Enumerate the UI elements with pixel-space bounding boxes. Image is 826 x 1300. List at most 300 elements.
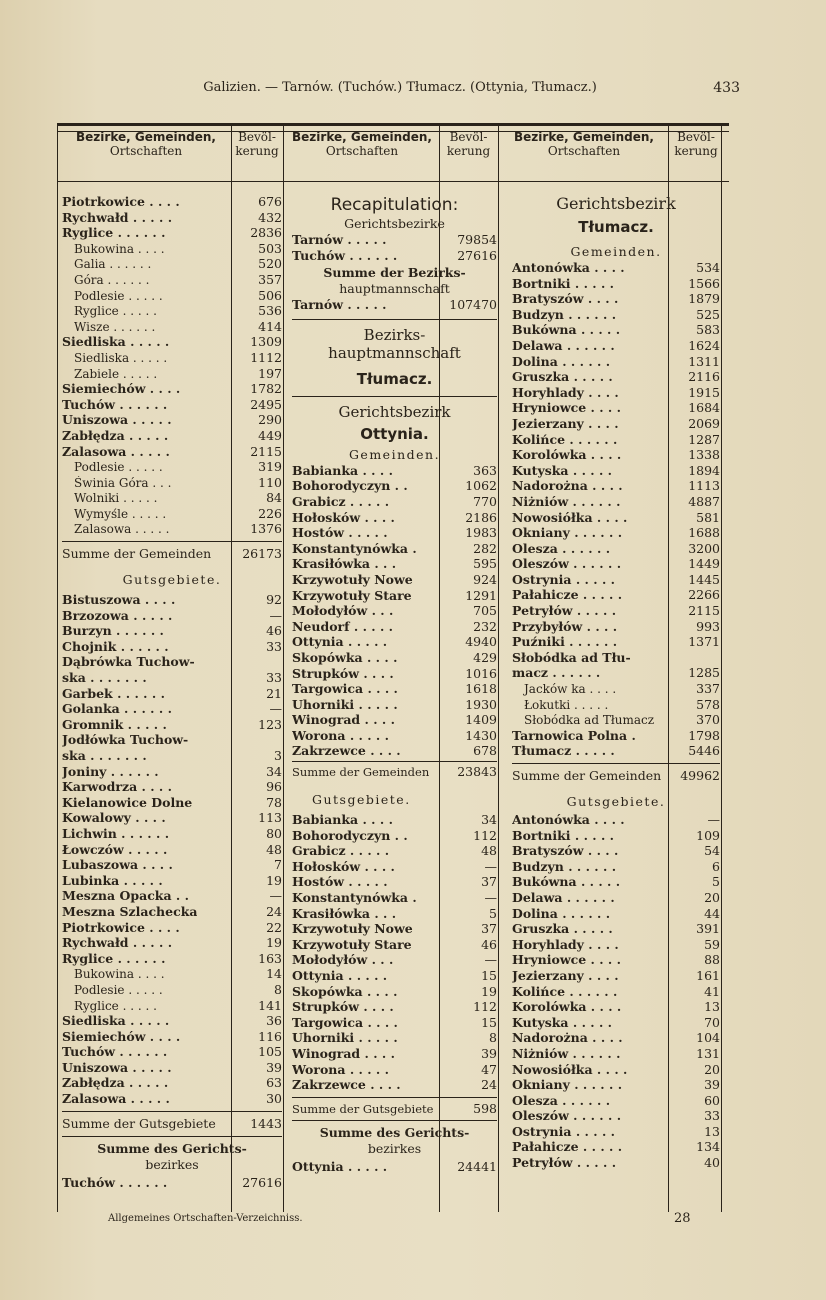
list-item xyxy=(512,952,720,968)
population-value: 1016 xyxy=(465,665,497,681)
list-item xyxy=(292,572,497,588)
population-value: 705 xyxy=(473,603,497,619)
place-name: Puźniki . . . . . . xyxy=(512,634,618,650)
sum-bezirk-row xyxy=(62,1175,282,1191)
place-name: Horyhlady . . . . xyxy=(512,384,619,400)
population-value: 54 xyxy=(704,843,720,859)
population-value: 116 xyxy=(258,1028,282,1044)
population-value: 63 xyxy=(266,1075,282,1091)
place-name: Konstantynówka . xyxy=(292,540,417,556)
list-item xyxy=(292,1030,497,1046)
bh-block xyxy=(292,319,497,388)
list-item xyxy=(62,381,282,397)
population-value: 1445 xyxy=(688,571,720,587)
place-name: Korolówka . . . . xyxy=(512,447,622,463)
recap-sum-label: Tarnów . . . . . xyxy=(292,297,387,313)
population-value: 134 xyxy=(696,1139,720,1155)
list-item xyxy=(512,984,720,1000)
list-item xyxy=(512,556,720,572)
recap-list xyxy=(292,232,497,263)
population-value: 2116 xyxy=(688,369,720,385)
population-value: 357 xyxy=(258,271,282,287)
place-name: Hostów . . . . . xyxy=(292,525,388,541)
place-name: Garbek . . . . . . xyxy=(62,685,165,701)
population-value: 123 xyxy=(258,716,282,732)
sum-bezirk-line1: Summe des Gerichts- xyxy=(319,1124,470,1140)
list-item xyxy=(292,874,497,890)
list-item xyxy=(292,494,497,510)
population-value: 578 xyxy=(696,696,720,712)
list-item xyxy=(62,1029,282,1045)
population-value: 678 xyxy=(473,743,497,759)
population-value: 595 xyxy=(473,556,497,572)
place-name: Bukówna . . . . . xyxy=(512,874,621,890)
population-value: 1798 xyxy=(688,727,720,743)
place-name: Gruszka . . . . . xyxy=(512,369,613,385)
list-item xyxy=(62,842,282,858)
list-item xyxy=(512,619,720,635)
recap-sum-value: 107470 xyxy=(449,297,497,313)
place-name: Grabicz . . . . . xyxy=(292,843,390,859)
place-name: Niżniów . . . . . . xyxy=(512,493,621,509)
population-value: 226 xyxy=(258,505,282,521)
population-value: 4887 xyxy=(688,493,720,509)
col3-sum-gemeinden-row xyxy=(512,763,720,788)
col2-name-header: Bezirke, Gemeinden, Ortschaften xyxy=(292,130,432,158)
place-name: Rychwałd . . . . . xyxy=(62,209,173,225)
population-value: — xyxy=(484,952,497,968)
place-name: Meszna Opacka . . xyxy=(62,888,189,904)
sum-value: 49962 xyxy=(680,768,720,783)
place-name: Okniany . . . . . . xyxy=(512,1077,623,1093)
col3-gemeinden-list xyxy=(512,260,720,759)
col2-sum-guts-row xyxy=(292,1097,497,1120)
population-value: 1983 xyxy=(465,525,497,541)
list-item xyxy=(62,873,282,889)
place-name: Okniany . . . . . . xyxy=(512,525,623,541)
population-value: 24 xyxy=(481,1077,497,1093)
list-item xyxy=(512,525,720,541)
population-value: — xyxy=(269,701,282,717)
place-name: Kutyska . . . . . xyxy=(512,1014,613,1030)
population-value: 3 xyxy=(274,748,282,763)
list-item xyxy=(62,717,282,733)
list-item xyxy=(62,888,282,904)
sum-label: Summe der Gemeinden xyxy=(512,768,662,783)
list-item xyxy=(512,260,720,276)
list-item xyxy=(512,291,720,307)
sum-bezirk-label: Ottynia . . . . . xyxy=(292,1158,388,1174)
place-name: Olesza . . . . . . xyxy=(512,1092,611,1108)
list-item xyxy=(512,743,720,759)
place-name: Bukowina . . . . xyxy=(74,967,165,982)
list-item xyxy=(292,712,497,728)
list-item xyxy=(512,603,720,619)
place-name: Nowosiółka . . . . xyxy=(512,509,628,525)
place-name: Świnia Góra . . . xyxy=(74,475,172,490)
population-value: 290 xyxy=(258,412,282,428)
list-item xyxy=(62,428,282,444)
place-name: Bohorodyczyn . . xyxy=(292,827,408,843)
list-item xyxy=(512,572,720,588)
gb-title: Gerichtsbezirk xyxy=(338,402,451,421)
population-value: 1409 xyxy=(465,712,497,728)
population-value: 534 xyxy=(696,260,720,275)
place-name: Zalasowa . . . . . xyxy=(62,443,170,459)
place-name: Lubinka . . . . . xyxy=(62,872,163,888)
list-item xyxy=(512,338,720,354)
list-item xyxy=(292,828,497,844)
population-value: 19 xyxy=(481,983,497,999)
population-value: 337 xyxy=(696,681,720,697)
place-name: Tarnowica Polna . xyxy=(512,727,636,743)
list-item xyxy=(512,1046,720,1062)
place-name: Dąbrówka Tuchow- xyxy=(62,654,195,670)
list-item xyxy=(512,697,720,713)
list-item xyxy=(62,701,282,717)
list-item xyxy=(512,843,720,859)
list-item xyxy=(62,506,282,522)
col3-guts-list xyxy=(512,812,720,1171)
sum-bezirk-value: 24441 xyxy=(457,1158,497,1174)
place-name: Słobódka ad Tłumacz xyxy=(524,713,655,728)
col2-sum-gemeinden-row xyxy=(292,761,497,782)
list-item xyxy=(62,225,282,241)
list-item xyxy=(512,478,720,494)
population-value: 391 xyxy=(696,921,720,937)
list-item xyxy=(292,510,497,526)
list-item xyxy=(62,951,282,967)
list-item xyxy=(512,906,720,922)
place-name: ska . . . . . . . xyxy=(62,748,147,763)
sum-bezirk-line2: bezirkes xyxy=(145,1156,199,1172)
place-name: Bratyszów . . . . xyxy=(512,291,619,307)
place-name: Uhorniki . . . . . xyxy=(292,696,398,712)
list-item xyxy=(292,968,497,984)
population-value: 1309 xyxy=(250,334,282,350)
population-value: 80 xyxy=(266,825,282,841)
population-value: 79854 xyxy=(457,232,497,247)
population-value: 36 xyxy=(266,1013,282,1029)
population-value: 1684 xyxy=(688,400,720,416)
list-item xyxy=(512,665,720,681)
place-name: Ryglice . . . . . xyxy=(74,998,157,1013)
population-value: 33 xyxy=(266,670,282,686)
list-item xyxy=(62,319,282,335)
place-name: Oleszów . . . . . . xyxy=(512,556,622,572)
list-item xyxy=(62,459,282,475)
place-name: Skopówka . . . . xyxy=(292,649,398,665)
list-item xyxy=(512,1124,720,1140)
population-value: 59 xyxy=(704,936,720,952)
population-value: 2115 xyxy=(688,603,720,619)
list-item xyxy=(512,587,720,603)
population-value: 1311 xyxy=(688,353,720,369)
place-name: Zabłędza . . . . . xyxy=(62,1075,169,1091)
list-item xyxy=(512,1155,720,1171)
place-name: Kielanowice Dolne xyxy=(62,794,193,810)
sum-bezirk-value: 27616 xyxy=(242,1174,282,1190)
population-value: 6 xyxy=(712,858,720,874)
list-item xyxy=(62,998,282,1014)
population-value: 22 xyxy=(266,919,282,935)
place-name: Bukowina . . . . xyxy=(74,241,165,256)
population-value: 39 xyxy=(704,1077,720,1093)
place-name: Dolina . . . . . . xyxy=(512,353,611,369)
population-value: 520 xyxy=(258,256,282,272)
population-value: 92 xyxy=(266,592,282,608)
population-value: 1113 xyxy=(688,478,720,494)
population-value: 1430 xyxy=(465,727,497,743)
list-item xyxy=(292,999,497,1015)
list-item xyxy=(62,639,282,655)
list-item xyxy=(512,385,720,401)
list-item xyxy=(292,859,497,875)
column-1 xyxy=(62,194,282,1190)
list-item xyxy=(512,322,720,338)
population-value: 3200 xyxy=(688,540,720,556)
list-item xyxy=(292,906,497,922)
col2-sum-bezirk xyxy=(292,1120,497,1175)
place-name: Kolińce . . . . . . xyxy=(512,983,618,999)
recap-sum-line1: Summe der Bezirks- xyxy=(323,265,466,281)
place-name: Worona . . . . . xyxy=(292,727,389,743)
list-item xyxy=(62,810,282,826)
place-name: Bortniki . . . . . xyxy=(512,827,615,843)
population-value: 282 xyxy=(473,540,497,556)
population-value: 1449 xyxy=(688,556,720,572)
list-item xyxy=(62,608,282,624)
population-value: 20 xyxy=(704,889,720,905)
list-item xyxy=(512,1077,720,1093)
place-name: Niżniów . . . . . . xyxy=(512,1045,621,1061)
population-value: 506 xyxy=(258,287,282,303)
place-name: Siemiechów . . . . xyxy=(62,381,181,397)
place-name: Karwodrza . . . . xyxy=(62,779,172,795)
list-item xyxy=(62,935,282,951)
list-item xyxy=(62,521,282,537)
header-rule xyxy=(57,181,729,182)
population-value: 60 xyxy=(704,1092,720,1108)
list-item xyxy=(62,654,282,670)
population-value: 110 xyxy=(258,474,282,490)
list-item xyxy=(512,859,720,875)
population-value: 503 xyxy=(258,240,282,256)
signature-mark: 28 xyxy=(674,1211,691,1226)
place-name: Meszna Szlachecka xyxy=(62,903,198,919)
place-name: Siemiechów . . . . xyxy=(62,1028,181,1044)
population-value: 48 xyxy=(481,843,497,859)
list-item xyxy=(512,712,720,728)
list-item xyxy=(292,666,497,682)
place-name: Siedliska . . . . . xyxy=(74,350,168,365)
place-name: Oleszów . . . . . . xyxy=(512,1108,622,1124)
list-item xyxy=(62,748,282,764)
list-item xyxy=(512,937,720,953)
list-item xyxy=(512,1015,720,1031)
place-name: Słobódka ad Tłu- xyxy=(512,649,631,665)
population-value: 78 xyxy=(266,794,282,810)
place-name: Hryniowce . . . . xyxy=(512,400,621,416)
place-name: Ryglice . . . . . . xyxy=(62,225,166,241)
population-value: — xyxy=(707,812,720,827)
list-item xyxy=(62,686,282,702)
population-value: 19 xyxy=(266,872,282,888)
population-value: 27616 xyxy=(457,247,497,263)
place-name: Góra . . . . . . xyxy=(74,272,150,287)
place-name: Hołosków . . . . xyxy=(292,509,395,525)
place-name: Petryłów . . . . . xyxy=(512,1155,617,1171)
place-name: Strupków . . . . xyxy=(292,665,394,681)
population-value: 14 xyxy=(266,966,282,982)
place-name: Jodłówka Tuchow- xyxy=(62,732,189,748)
col2-guts-list xyxy=(292,812,497,1093)
list-item xyxy=(292,843,497,859)
place-name: Bistuszowa . . . . xyxy=(62,592,176,608)
list-item xyxy=(62,241,282,257)
population-value: 112 xyxy=(473,999,497,1015)
place-name: Zakrzewce . . . . xyxy=(292,743,401,759)
list-item xyxy=(62,334,282,350)
col1-sum-guts-row xyxy=(62,1111,282,1136)
list-item xyxy=(512,634,720,650)
place-name: Uhorniki . . . . . xyxy=(292,1030,398,1046)
list-item xyxy=(512,1062,720,1078)
population-value: 5446 xyxy=(688,743,720,759)
place-name: Uniszowa . . . . . xyxy=(62,1059,172,1075)
recap-title: Recapitulation: xyxy=(330,195,459,215)
population-value: 1879 xyxy=(688,291,720,307)
place-name: Zakrzewce . . . . xyxy=(292,1077,401,1093)
population-value: 1688 xyxy=(688,525,720,541)
place-name: Tuchów . . . . . . xyxy=(62,1044,168,1060)
population-value: 40 xyxy=(704,1155,720,1171)
place-name: Babianka . . . . xyxy=(292,812,393,828)
list-item xyxy=(512,828,720,844)
population-value: 161 xyxy=(696,967,720,983)
list-item xyxy=(62,779,282,795)
gb-name: Tłumacz. xyxy=(578,218,654,236)
list-item xyxy=(292,463,497,479)
list-item xyxy=(512,890,720,906)
place-name: Babianka . . . . xyxy=(292,462,393,478)
population-value: 163 xyxy=(258,950,282,966)
place-name: Rychwałd . . . . . xyxy=(62,935,173,951)
col1-pop-header: Bevöl- kerung xyxy=(235,130,279,158)
population-value: 39 xyxy=(481,1045,497,1061)
place-name: Tłumacz . . . . . xyxy=(512,743,615,759)
list-item xyxy=(62,920,282,936)
place-name: Skopówka . . . . xyxy=(292,983,398,999)
gb-block xyxy=(292,396,497,463)
place-name: Uniszowa . . . . . xyxy=(62,412,172,428)
place-name: Mołodyłów . . . xyxy=(292,952,394,968)
population-value: 112 xyxy=(473,827,497,843)
place-name: Ottynia . . . . . xyxy=(292,634,388,650)
place-name: Krzywotuły Stare xyxy=(292,587,412,603)
place-name: Kutyska . . . . . xyxy=(512,462,613,478)
list-item xyxy=(292,812,497,828)
population-value: 1894 xyxy=(688,462,720,478)
population-value: 1566 xyxy=(688,275,720,291)
list-item xyxy=(292,890,497,906)
place-name: Strupków . . . . xyxy=(292,999,394,1015)
col1-sum-gemeinden-row xyxy=(62,541,282,566)
population-value: 39 xyxy=(266,1059,282,1075)
col1-guts-list xyxy=(62,592,282,1107)
recap-sum-row xyxy=(292,297,497,313)
place-name: Burzyn . . . . . . xyxy=(62,623,164,639)
population-value: 5 xyxy=(489,905,497,921)
list-item xyxy=(62,272,282,288)
place-name: Dolina . . . . . . xyxy=(512,905,611,921)
list-item xyxy=(512,874,720,890)
place-name: Bratyszów . . . . xyxy=(512,843,619,859)
place-name: Winograd . . . . xyxy=(292,1045,395,1061)
population-value: 84 xyxy=(266,490,282,506)
population-value: 583 xyxy=(696,322,720,338)
place-name: Bukówna . . . . . xyxy=(512,322,621,338)
population-value: 1291 xyxy=(465,587,497,603)
list-item xyxy=(512,463,720,479)
population-value: 46 xyxy=(481,936,497,952)
place-name: Wolniki . . . . . xyxy=(74,491,158,506)
place-name: Zabłędza . . . . . xyxy=(62,427,169,443)
sum-bezirk-line2: bezirkes xyxy=(367,1140,422,1156)
place-name: Tuchów . . . . . . xyxy=(62,396,168,412)
place-name: Targowica . . . . xyxy=(292,1014,398,1030)
population-value: 33 xyxy=(266,638,282,654)
population-value: 1782 xyxy=(250,381,282,397)
population-value: 20 xyxy=(704,1061,720,1077)
population-value: 70 xyxy=(704,1014,720,1030)
sum-value: 26173 xyxy=(242,546,282,562)
place-name: Przybyłów . . . . xyxy=(512,618,618,634)
sum-value: 23843 xyxy=(457,764,497,780)
col-divider xyxy=(721,126,722,1212)
place-name: Konstantynówka . xyxy=(292,890,417,906)
list-item xyxy=(292,937,497,953)
place-name: Budzyn . . . . . . xyxy=(512,858,617,874)
population-value: 13 xyxy=(704,999,720,1015)
population-value: 2069 xyxy=(688,415,720,431)
list-item xyxy=(292,588,497,604)
population-value: 105 xyxy=(258,1044,282,1060)
page-number: 433 xyxy=(713,80,740,96)
sum-label: Summe der Gutsgebiete xyxy=(292,1101,434,1116)
population-value: 7 xyxy=(274,857,282,873)
population-value: 37 xyxy=(481,874,497,890)
list-item xyxy=(292,743,497,759)
place-name: Pałahicze . . . . . xyxy=(512,587,623,603)
list-item xyxy=(62,397,282,413)
list-item xyxy=(512,432,720,448)
place-name: Jezierzany . . . . xyxy=(512,967,619,983)
place-name: Wymyśle . . . . . xyxy=(74,506,167,521)
list-item xyxy=(62,857,282,873)
list-item xyxy=(512,541,720,557)
list-item xyxy=(292,619,497,635)
place-name: Podlesie . . . . . xyxy=(74,982,163,997)
list-item xyxy=(292,1077,497,1093)
list-item xyxy=(512,307,720,323)
list-item xyxy=(292,603,497,619)
col1-guts-title: Gutsgebiete. xyxy=(122,572,222,588)
place-name: Zabiele . . . . . xyxy=(74,366,158,381)
place-name: Ottynia . . . . . xyxy=(292,968,388,983)
place-name: Kolińce . . . . . . xyxy=(512,431,618,447)
list-item xyxy=(62,764,282,780)
